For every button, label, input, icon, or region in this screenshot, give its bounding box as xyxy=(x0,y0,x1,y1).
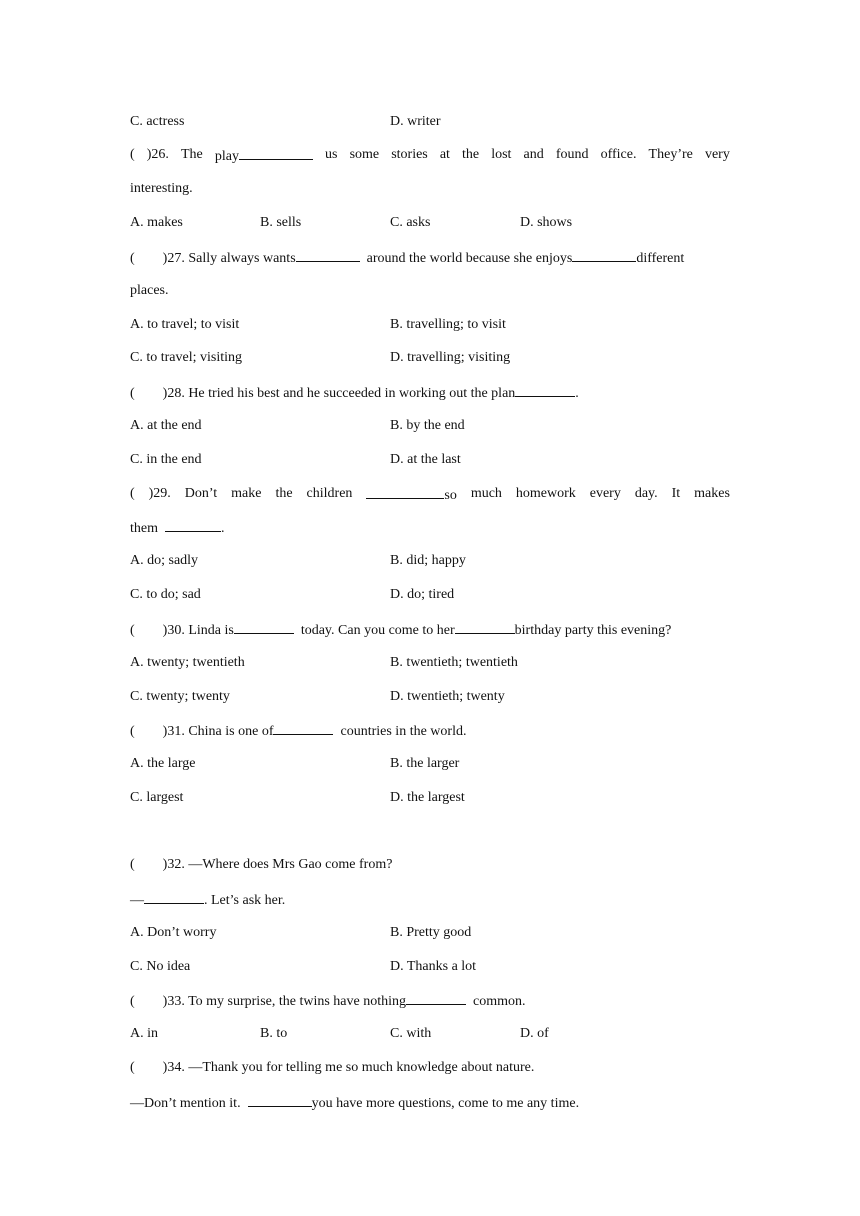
q26-word: stories xyxy=(391,147,428,162)
q25-option-d: D. writer xyxy=(390,114,441,129)
answer-blank[interactable] xyxy=(455,621,515,634)
answer-blank[interactable] xyxy=(296,249,360,262)
q26-word: the xyxy=(462,147,480,162)
q29-word: make xyxy=(231,486,262,501)
q33-option-a: A. in xyxy=(130,1026,158,1041)
q28-lead: ( )28. He tried his best and he succeeded in working out the plan xyxy=(130,386,516,401)
q34-stem-line2 xyxy=(130,1094,579,1112)
q31-option-b: B. the larger xyxy=(390,756,460,771)
q26-word-blank: play xyxy=(215,147,313,165)
q32-stem: ( )32. —Where does Mrs Gao come from? xyxy=(130,857,393,872)
q29-word: the xyxy=(275,486,293,501)
q26-number: )26. xyxy=(146,147,169,162)
answer-blank[interactable] xyxy=(248,1094,312,1107)
q32-option-d: D. Thanks a lot xyxy=(390,959,477,974)
q30-option-d: D. twentieth; twenty xyxy=(390,689,505,704)
q28-option-d: D. at the last xyxy=(390,452,461,467)
q29-word: children xyxy=(306,486,353,501)
q27-stem-line2: places. xyxy=(130,283,169,298)
q31-end: countries in the world. xyxy=(340,724,467,739)
q26-word: some xyxy=(349,147,380,162)
q27-mid: around the world because she enjoys xyxy=(366,251,573,266)
q30-option-a: A. twenty; twentieth xyxy=(130,655,245,670)
q29-option-d: D. do; tired xyxy=(390,587,455,602)
q30-lead: ( )30. Linda is xyxy=(130,623,234,638)
q26-word: at xyxy=(439,147,450,162)
q33-lead: ( )33. To my surprise, the twins have nothing xyxy=(130,994,407,1009)
q26-word: and xyxy=(523,147,544,162)
q29-word: Don’t xyxy=(184,486,218,501)
q29-option-b: B. did; happy xyxy=(390,553,466,568)
q28-option-b: B. by the end xyxy=(390,418,465,433)
q32-line2-end: . Let’s ask her. xyxy=(204,893,286,908)
q25-option-c: C. actress xyxy=(130,114,185,129)
q28-option-a: A. at the end xyxy=(130,418,202,433)
q29-number: )29. xyxy=(148,486,171,501)
q29-word: day. xyxy=(634,486,658,501)
q29-paren-open: ( xyxy=(130,486,135,501)
q32-stem-line2 xyxy=(130,891,285,909)
q33-option-c: C. with xyxy=(390,1026,432,1041)
q29-option-c: C. to do; sad xyxy=(130,587,201,602)
q26-word: office. xyxy=(600,147,637,162)
q26-word: They’re xyxy=(648,147,693,162)
q32-dash: — xyxy=(130,893,144,908)
q32-option-a: A. Don’t worry xyxy=(130,925,217,940)
q27-option-d: D. travelling; visiting xyxy=(390,350,511,365)
q27-stem-line1 xyxy=(130,249,730,267)
q29-word-blank: so xyxy=(366,486,456,504)
answer-blank[interactable] xyxy=(239,147,313,160)
q30-stem xyxy=(130,621,671,639)
q29-word: every xyxy=(589,486,621,501)
q33-stem xyxy=(130,992,526,1010)
q30-end: birthday party this evening? xyxy=(514,623,672,638)
q27-option-b: B. travelling; to visit xyxy=(390,317,506,332)
q29-stem-line2 xyxy=(130,519,225,537)
q30-option-b: B. twentieth; twentieth xyxy=(390,655,518,670)
q26-word: lost xyxy=(491,147,512,162)
q27-lead: ( )27. Sally always wants xyxy=(130,251,296,266)
q26-word: us xyxy=(325,147,338,162)
q31-option-d: D. the largest xyxy=(390,790,465,805)
q33-end: common. xyxy=(473,994,526,1009)
q29-line2-word: them xyxy=(130,521,158,536)
q29-option-a: A. do; sadly xyxy=(130,553,199,568)
q27-end: different xyxy=(636,251,685,266)
q29-word: homework xyxy=(515,486,576,501)
q26-word: very xyxy=(704,147,730,162)
q26-stem-line2: interesting. xyxy=(130,181,193,196)
q30-option-c: C. twenty; twenty xyxy=(130,689,230,704)
q33-option-d: D. of xyxy=(520,1026,549,1041)
q26-stem-line1 xyxy=(130,147,730,165)
q32-option-c: C. No idea xyxy=(130,959,191,974)
answer-blank[interactable] xyxy=(406,992,466,1005)
q34-line2-end: you have more questions, come to me any time. xyxy=(311,1096,580,1111)
q26-word: found xyxy=(555,147,589,162)
q26-option-d: D. shows xyxy=(520,215,573,230)
answer-blank[interactable] xyxy=(273,722,333,735)
q26-option-c: C. asks xyxy=(390,215,431,230)
q28-end: . xyxy=(575,386,579,401)
q29-stem-line1 xyxy=(130,486,730,504)
answer-blank[interactable] xyxy=(144,891,204,904)
q31-option-a: A. the large xyxy=(130,756,196,771)
q26-option-b: B. sells xyxy=(260,215,302,230)
answer-blank[interactable] xyxy=(572,249,636,262)
q26-option-a: A. makes xyxy=(130,215,183,230)
q33-option-b: B. to xyxy=(260,1026,288,1041)
q29-word: makes xyxy=(694,486,730,501)
q26-word: The xyxy=(181,147,203,162)
q26-paren-open: ( xyxy=(130,147,135,162)
q34-stem: ( )34. —Thank you for telling me so much knowledge about nature. xyxy=(130,1060,535,1075)
q29-word: It xyxy=(671,486,681,501)
answer-blank[interactable] xyxy=(515,384,575,397)
q29-word: much xyxy=(470,486,502,501)
q34-line2-start: —Don’t mention it. xyxy=(130,1096,241,1111)
q32-option-b: B. Pretty good xyxy=(390,925,472,940)
q27-option-a: A. to travel; to visit xyxy=(130,317,240,332)
q29-line2-end: . xyxy=(221,521,225,536)
q30-mid: today. Can you come to her xyxy=(300,623,455,638)
q27-option-c: C. to travel; visiting xyxy=(130,350,242,365)
answer-blank[interactable] xyxy=(234,621,294,634)
q28-option-c: C. in the end xyxy=(130,452,202,467)
q31-option-c: C. largest xyxy=(130,790,184,805)
answer-blank[interactable] xyxy=(366,486,444,499)
q31-stem xyxy=(130,722,466,740)
q28-stem xyxy=(130,384,579,402)
q31-lead: ( )31. China is one of xyxy=(130,724,274,739)
answer-blank[interactable] xyxy=(165,519,221,532)
